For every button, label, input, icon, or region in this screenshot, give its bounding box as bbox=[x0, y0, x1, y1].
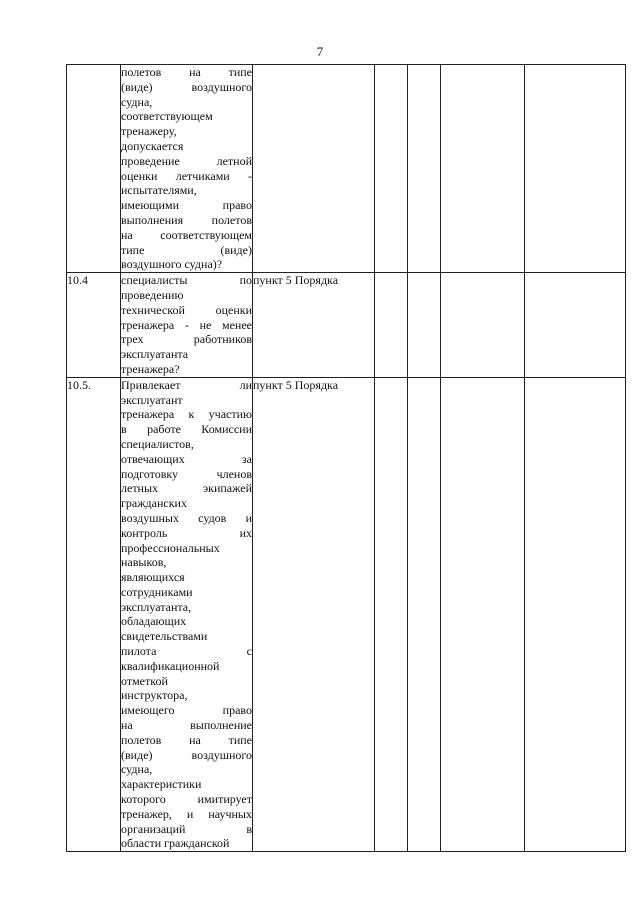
question-line: тренажера? bbox=[121, 361, 180, 376]
question-cell bbox=[121, 273, 253, 378]
empty-cell bbox=[441, 65, 525, 273]
question-line: обладающих bbox=[121, 614, 187, 629]
question-line: технической оценки bbox=[121, 302, 252, 317]
question-line: подготовку членов bbox=[121, 466, 252, 481]
question-line: профессиональных bbox=[121, 540, 220, 555]
empty-cell bbox=[408, 65, 441, 273]
question-line: области гражданской bbox=[121, 836, 230, 851]
question-line: специалистов, bbox=[121, 436, 194, 451]
question-line: тренажера к участию bbox=[121, 407, 252, 422]
question-line: эксплуатант bbox=[121, 392, 183, 407]
question-line: проведение летной bbox=[121, 153, 252, 168]
empty-cell bbox=[408, 377, 441, 852]
question-line: свидетельствами bbox=[121, 629, 208, 644]
reference-cell: пункт 5 Порядка bbox=[253, 273, 375, 378]
table-row bbox=[67, 273, 626, 378]
question-line: имеющими право bbox=[121, 198, 252, 213]
question-line: в работе Комиссии bbox=[121, 422, 252, 437]
question-line: пилота с bbox=[121, 644, 252, 659]
question-line: судна, bbox=[121, 762, 153, 777]
reference-cell bbox=[253, 65, 375, 273]
question-line: характеристики bbox=[121, 777, 202, 792]
empty-cell bbox=[441, 273, 525, 378]
checklist-table bbox=[66, 64, 626, 852]
empty-cell bbox=[525, 65, 626, 273]
question-line: допускается bbox=[121, 138, 184, 153]
page-number: 7 bbox=[316, 44, 324, 59]
item-number-cell: 10.5. bbox=[67, 377, 121, 852]
question-line: навыков, bbox=[121, 555, 167, 570]
question-line: проведению bbox=[121, 287, 184, 302]
question-line: (виде) воздушного bbox=[121, 79, 252, 94]
question-line: (виде) воздушного bbox=[121, 747, 252, 762]
reference-cell: пункт 5 Порядка bbox=[253, 377, 375, 852]
question-line: трех работников bbox=[121, 332, 252, 347]
question-line: отвечающих за bbox=[121, 451, 252, 466]
question-line: тренажеру, bbox=[121, 124, 177, 139]
question-cell bbox=[121, 65, 253, 273]
question-line: эксплуатанта bbox=[121, 347, 189, 362]
question-line: специалисты по bbox=[121, 273, 252, 288]
question-line: соответствующем bbox=[121, 109, 213, 124]
question-line: воздушных судов и bbox=[121, 510, 252, 525]
question-line: выполнения полетов bbox=[121, 212, 252, 227]
empty-cell bbox=[408, 273, 441, 378]
item-number-cell bbox=[67, 65, 121, 273]
question-line: эксплуатанта, bbox=[121, 599, 192, 614]
question-line: являющихся bbox=[121, 570, 185, 585]
question-line: испытателями, bbox=[121, 183, 197, 198]
question-line: тренажер, и научных bbox=[121, 806, 252, 821]
question-line: полетов на типе bbox=[121, 65, 252, 79]
question-line: организаций в bbox=[121, 821, 252, 836]
empty-cell bbox=[441, 377, 525, 852]
question-line: отметкой bbox=[121, 673, 168, 688]
empty-cell bbox=[375, 377, 408, 852]
item-number-cell: 10.4 bbox=[67, 273, 121, 378]
empty-cell bbox=[375, 65, 408, 273]
question-line: оценки летчиками - bbox=[121, 168, 252, 183]
question-line: летных экипажей bbox=[121, 481, 252, 496]
question-line: имеющего право bbox=[121, 703, 252, 718]
question-line: судна, bbox=[121, 94, 153, 109]
question-line: контроль их bbox=[121, 525, 252, 540]
question-line: на соответствующем bbox=[121, 227, 252, 242]
question-line: на выполнение bbox=[121, 718, 252, 733]
empty-cell bbox=[525, 273, 626, 378]
question-line: гражданских bbox=[121, 496, 187, 511]
question-line: сотрудниками bbox=[121, 584, 193, 599]
question-line: Привлекает ли bbox=[121, 377, 252, 392]
empty-cell bbox=[525, 377, 626, 852]
question-line: типе (виде) bbox=[121, 242, 252, 257]
table-row bbox=[67, 377, 626, 852]
question-line: воздушного судна)? bbox=[121, 257, 223, 272]
empty-cell bbox=[375, 273, 408, 378]
question-line: которого имитирует bbox=[121, 792, 252, 807]
question-line: инструктора, bbox=[121, 688, 188, 703]
question-line: квалификационной bbox=[121, 658, 220, 673]
question-line: тренажера - не менее bbox=[121, 317, 252, 332]
question-cell bbox=[121, 377, 253, 852]
question-line: полетов на типе bbox=[121, 732, 252, 747]
table-row bbox=[67, 65, 626, 273]
